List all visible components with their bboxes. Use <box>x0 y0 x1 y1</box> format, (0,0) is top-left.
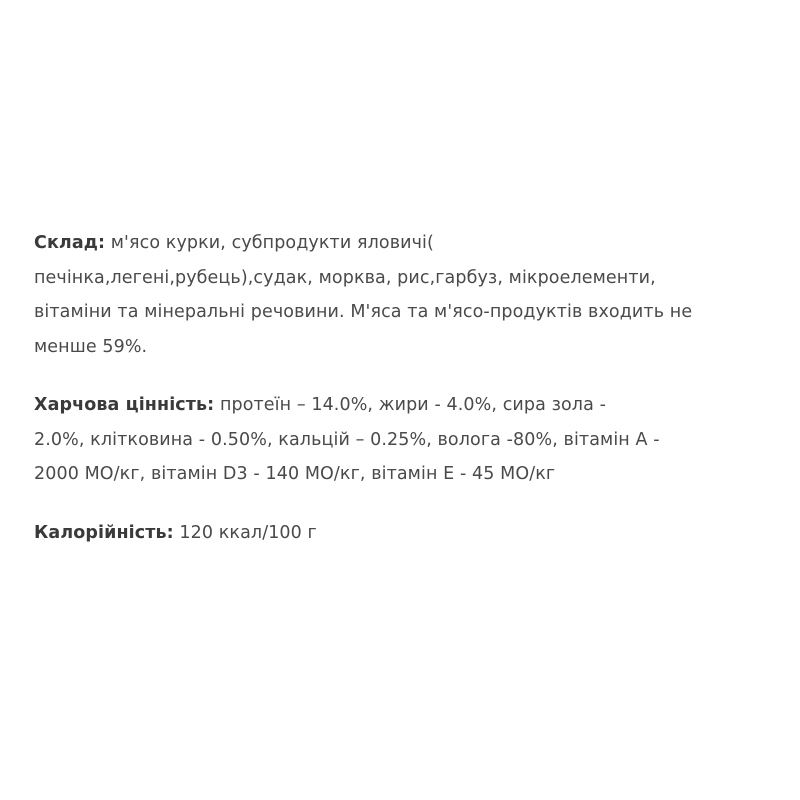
nutrition-paragraph <box>34 388 782 492</box>
calories-label: Калорійність: <box>34 522 174 543</box>
composition-line-4: менше 59%. <box>34 336 148 357</box>
nutrition-line-3: 2000 МО/кг, вітамін D3 - 140 МО/кг, вітамін Е - 45 МО/кг <box>34 464 556 484</box>
composition-label: Склад: <box>34 233 106 253</box>
nutrition-label: Харчова цінність: <box>34 395 215 415</box>
nutrition-line-1: протеїн – 14.0%, жири - 4.0%, сира зола - <box>214 395 606 415</box>
calories-value: 120 ккал/100 г <box>173 522 317 543</box>
nutrition-line-2: 2.0%, клітковина - 0.50%, кальцій – 0.25%, волога -80%, вітамін А - <box>34 429 660 450</box>
composition-paragraph <box>34 226 782 364</box>
product-description <box>34 226 782 550</box>
composition-line-3: вітаміни та мінеральні речовини. М'яса та м'ясо-продуктів входить не <box>34 302 693 322</box>
composition-line-2: печінка,легені,рубець),судак, морква, рис,гарбуз, мікроелементи, <box>34 267 656 288</box>
calories-paragraph <box>34 516 782 551</box>
composition-line-1: м'ясо курки, субпродукти яловичі( <box>105 233 434 253</box>
